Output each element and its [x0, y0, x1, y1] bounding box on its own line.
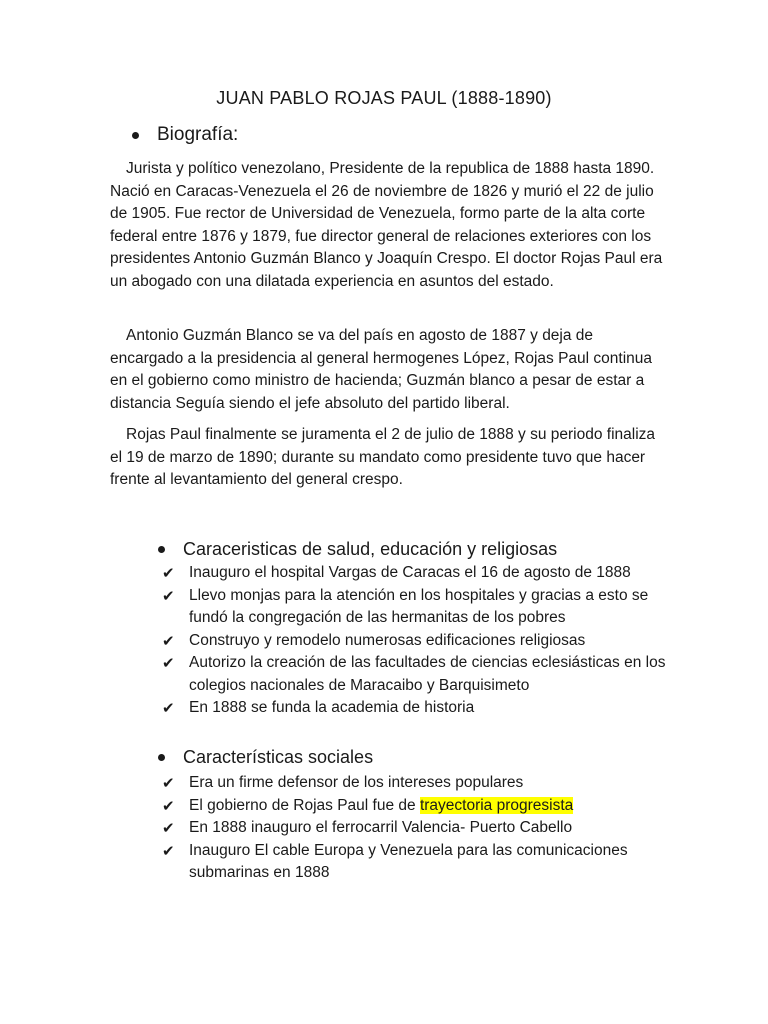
check-icon: ✔	[162, 564, 175, 582]
salud-heading	[158, 539, 557, 560]
check-icon: ✔	[162, 699, 175, 717]
list-item	[162, 697, 682, 720]
sociales-heading	[158, 747, 373, 768]
list-item	[162, 817, 682, 840]
salud-heading-text: Caraceristicas de salud, educación y religiosas	[183, 539, 558, 559]
list-item-text: El gobierno de Rojas Paul fue de	[189, 796, 420, 814]
salud-list	[162, 562, 682, 720]
check-icon: ✔	[162, 631, 175, 650]
list-item-text: En 1888 inauguro el ferrocarril Valencia- Puerto Cabello	[189, 819, 573, 836]
list-item-text: Construyo y remodelo numerosas edificaciones religiosas	[189, 631, 586, 649]
check-icon: ✔	[162, 586, 175, 605]
sociales-heading-text: Características sociales	[183, 747, 374, 767]
check-icon: ✔	[162, 796, 175, 815]
biografia-paragraph-3: Rojas Paul finalmente se juramenta el 2 de julio de 1888 y su periodo finaliza el 19 de marzo de 1890; durante su mandato como presidente tuvo que hacer frente al levantamiento del general crespo.	[110, 426, 656, 488]
bullet-icon	[158, 546, 165, 553]
check-icon: ✔	[162, 841, 175, 860]
list-item-text: Inauguro El cable Europa y Venezuela para las comunicaciones submarinas en 1888	[189, 841, 628, 881]
list-item	[162, 652, 682, 697]
list-item	[162, 840, 682, 885]
biografia-paragraph-2: Antonio Guzmán Blanco se va del país en agosto de 1887 y deja de encargado a la presidencia al general hermogenes López, Rojas Paul continua en el gobierno como ministro de hacienda; Guzmán blanco a pesar de estar a distancia Seguía siendo el jefe absoluto del partido liberal.	[110, 327, 653, 412]
list-item-text: En 1888 se funda la academia de historia	[189, 699, 475, 716]
sociales-list	[162, 772, 682, 885]
list-item-text: Era un firme defensor de los intereses populares	[189, 774, 524, 791]
document-title: JUAN PABLO ROJAS PAUL (1888-1890)	[216, 88, 552, 108]
highlighted-text: trayectoria progresista	[419, 796, 574, 814]
list-item-text: Autorizo la creación de las facultades de ciencias eclesiásticas en los colegios nacionales de Maracaibo y Barquisimeto	[189, 654, 666, 694]
check-icon: ✔	[162, 774, 175, 792]
list-item	[162, 585, 682, 630]
check-icon: ✔	[162, 654, 175, 672]
biografia-heading	[132, 124, 238, 146]
biografia-heading-text: Biografía:	[157, 124, 239, 145]
check-icon: ✔	[162, 819, 175, 837]
list-item	[162, 562, 682, 585]
biografia-paragraph-1: Jurista y político venezolano, Presidente de la republica de 1888 hasta 1890. Nació en Caracas-Venezuela el 26 de noviembre de 1826 y murió el 22 de julio de 1905. Fue rector de Universidad de Venezuela, formo parte de la alta corte federal entre 1876 y 1879, fue director general de relaciones exteriores con los presidentes Antonio Guzmán Blanco y Joaquín Crespo. El doctor Rojas Paul era un abogado con una dilatada experiencia en asuntos del estado.	[110, 160, 663, 290]
list-item	[162, 630, 682, 653]
list-item-text: Llevo monjas para la atención en los hospitales y gracias a esto se fundó la congregación de las hermanitas de los pobres	[189, 586, 649, 626]
bullet-icon	[132, 132, 139, 139]
bullet-icon	[158, 754, 165, 761]
list-item	[162, 795, 682, 818]
list-item-text: Inauguro el hospital Vargas de Caracas el 16 de agosto de 1888	[189, 564, 631, 581]
list-item	[162, 772, 682, 795]
